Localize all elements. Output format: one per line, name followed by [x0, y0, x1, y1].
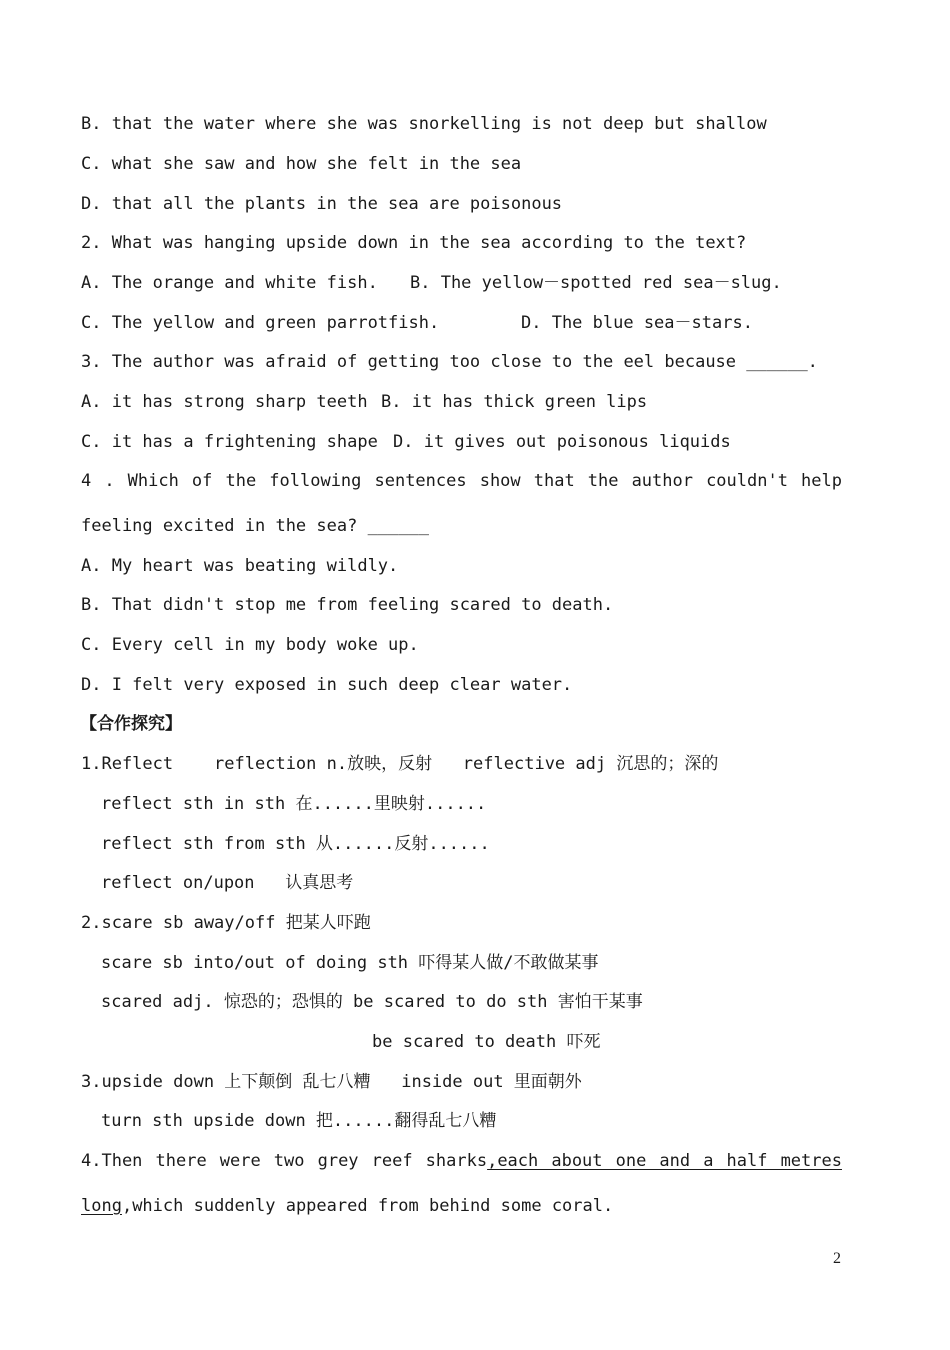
- note-2: 2.scare sb away/off 把某人吓跑: [81, 913, 371, 933]
- note-1a: reflect sth in sth 在......里映射......: [101, 794, 487, 814]
- q2-question: 2. What was hanging upside down in the sea according to the text?: [81, 233, 747, 253]
- note-4-rest: ,which suddenly appeared from behind some coral.: [121, 1196, 614, 1216]
- note-3: 3.upside down 上下颠倒 乱七八糟 inside out 里面朝外: [81, 1072, 582, 1092]
- q3-option-d: D. it gives out poisonous liquids: [393, 432, 731, 452]
- q4-question-line1: 4 . Which of the following sentences show that the author couldn't help: [81, 471, 842, 491]
- q1-option-c: C. what she saw and how she felt in the sea: [81, 154, 522, 174]
- note-3a: turn sth upside down 把......翻得乱七八糟: [101, 1111, 497, 1131]
- note-4-line1: [81, 1150, 842, 1172]
- q2-option-a: A. The orange and white fish.: [81, 273, 378, 293]
- q4-option-c: C. Every cell in my body woke up.: [81, 635, 419, 655]
- q3-option-a: A. it has strong sharp teeth: [81, 392, 368, 412]
- note-1b: reflect sth from sth 从......反射......: [101, 834, 490, 854]
- q2-option-d: D. The blue sea－stars.: [521, 313, 753, 333]
- q4-option-d: D. I felt very exposed in such deep clear water.: [81, 675, 573, 695]
- note-2a: scare sb into/out of doing sth 吓得某人做/不敢做某事: [101, 953, 599, 973]
- q1-option-b: B. that the water where she was snorkelling is not deep but shallow: [81, 114, 767, 134]
- page-number: 2: [833, 1250, 841, 1267]
- section-heading: 【合作探究】: [80, 714, 182, 734]
- note-1: 1.Reflect reflection n.放映，反射 reflective adj 沉思的；深的: [81, 754, 719, 774]
- q4-option-a: A. My heart was beating wildly.: [81, 556, 399, 576]
- note-2b: scared adj. 惊恐的；恐惧的 be scared to do sth 害怕干某事: [101, 992, 643, 1012]
- q2-option-b: B. The yellow－spotted red sea－slug.: [410, 273, 782, 293]
- q3-option-c: C. it has a frightening shape: [81, 432, 378, 452]
- q4-option-b: B. That didn't stop me from feeling scared to death.: [81, 595, 614, 615]
- note-2c: be scared to death 吓死: [372, 1032, 601, 1052]
- note-4-underlined-long: long: [81, 1196, 122, 1216]
- note-4-text: 4.Then there were two grey reef sharks: [81, 1151, 488, 1171]
- q1-option-d: D. that all the plants in the sea are poisonous: [81, 194, 563, 214]
- q3-question: 3. The author was afraid of getting too close to the eel because ______.: [81, 352, 818, 372]
- note-1c: reflect on/upon 认真思考: [101, 873, 354, 893]
- note-4-line2: [81, 1195, 613, 1217]
- q3-option-b: B. it has thick green lips: [381, 392, 648, 412]
- note-4-underlined: ,each about one and a half metres: [487, 1151, 842, 1171]
- q4-question-line2: feeling excited in the sea? ______: [81, 516, 429, 536]
- q2-option-c: C. The yellow and green parrotfish.: [81, 313, 440, 333]
